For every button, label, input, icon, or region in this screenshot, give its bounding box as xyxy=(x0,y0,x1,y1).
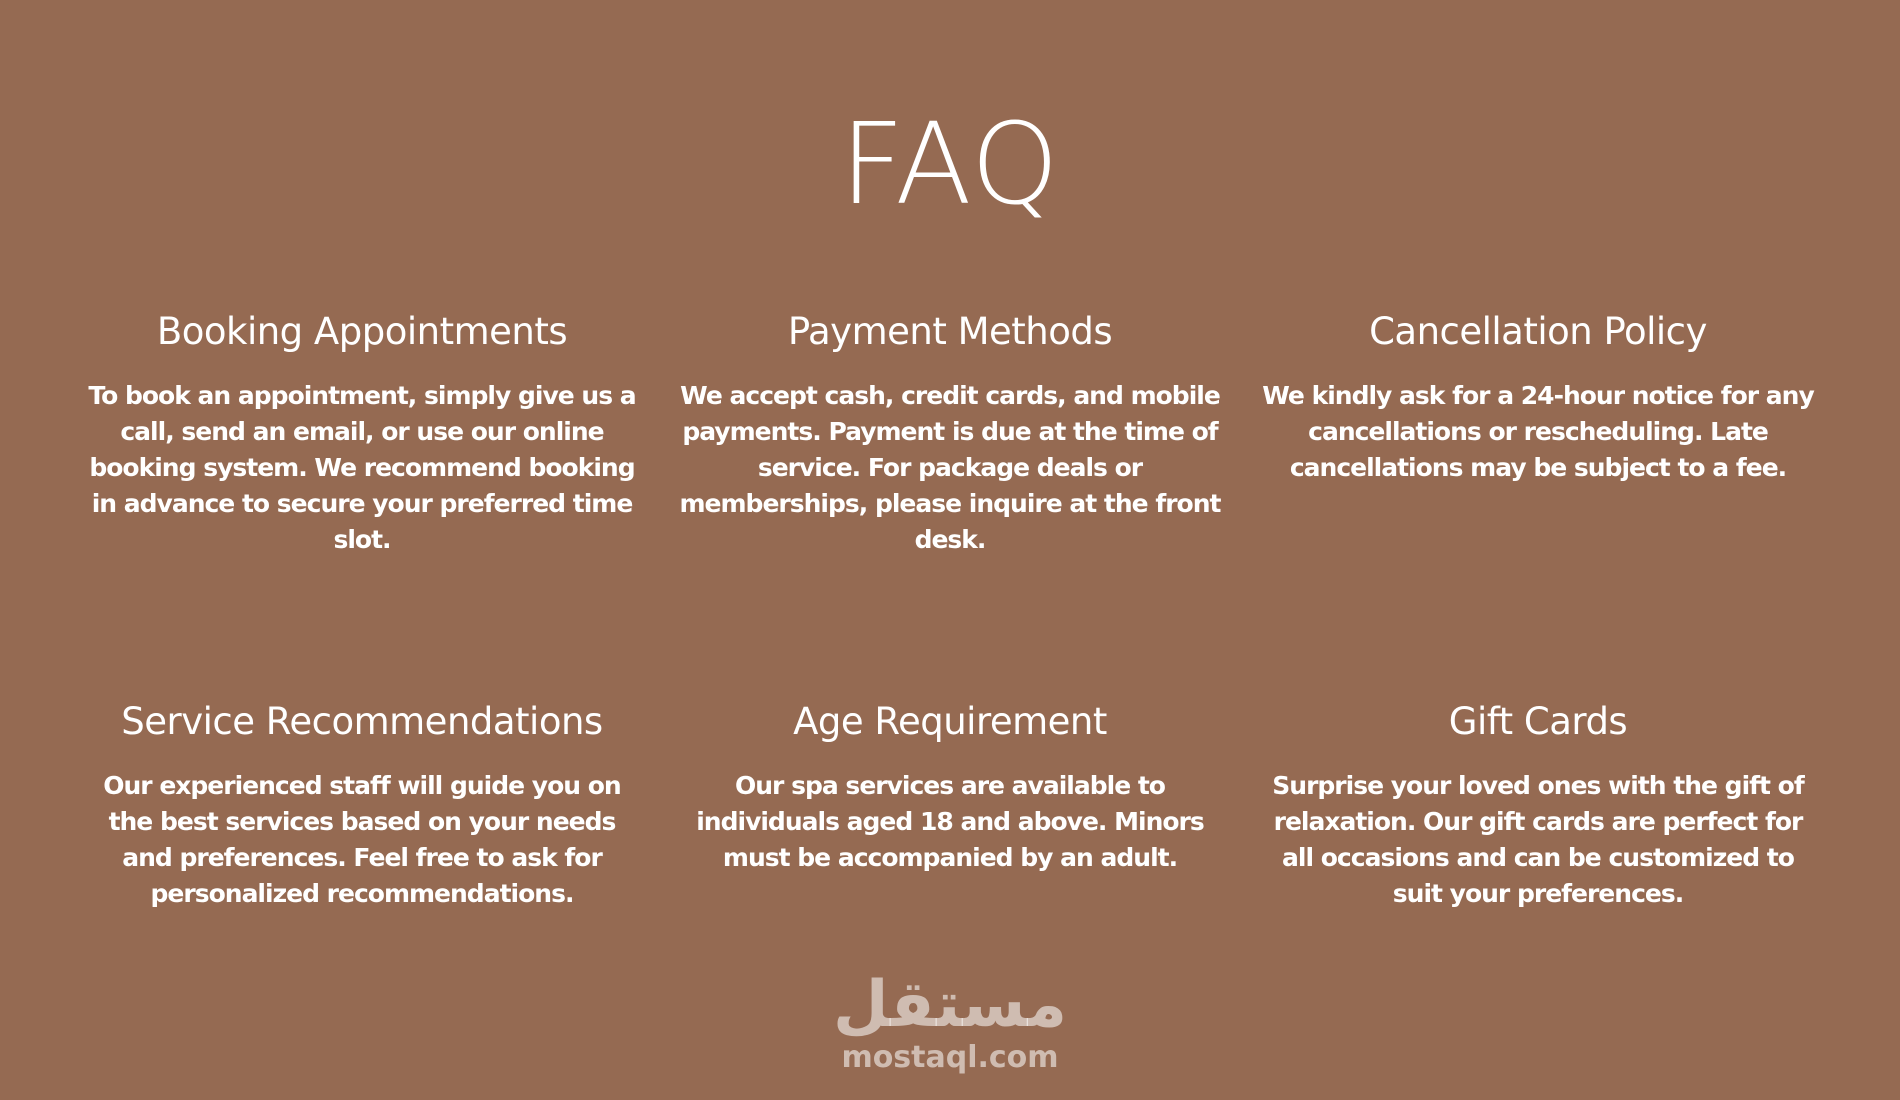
watermark-url: mostaql.com xyxy=(841,1040,1059,1075)
faq-item-service-recommendations xyxy=(78,698,646,998)
faq-item-gift-cards xyxy=(1254,698,1822,998)
faq-answer: To book an appointment, simply give us a call, send an email, or use our online booking system. We recommend booking in advance to secure your preferred time slot. xyxy=(88,381,636,554)
faq-answer: Our experienced staff will guide you on the best services based on your needs and preferences. Feel free to ask for personalized recommendations. xyxy=(103,771,621,908)
faq-heading: Cancellation Policy xyxy=(1369,310,1707,353)
faq-heading: Age Requirement xyxy=(793,700,1107,743)
faq-answer: We accept cash, credit cards, and mobile payments. Payment is due at the time of service. For package deals or memberships, please inquire at the front desk. xyxy=(679,381,1221,554)
faq-heading: Gift Cards xyxy=(1448,700,1628,743)
page-title: FAQ xyxy=(840,100,1060,230)
faq-item-payment-methods xyxy=(666,308,1234,698)
faq-item-cancellation-policy xyxy=(1254,308,1822,698)
faq-answer: Our spa services are available to individuals aged 18 and above. Minors must be accompanied by an adult. xyxy=(696,771,1204,872)
faq-item-age-requirement xyxy=(666,698,1234,998)
watermark-logo: مستقل xyxy=(832,968,1068,1042)
faq-answer: Surprise your loved ones with the gift of relaxation. Our gift cards are perfect for all occasions and can be customized to suit your preferences. xyxy=(1272,771,1804,908)
watermark xyxy=(800,970,1100,1076)
faq-answer: We kindly ask for a 24-hour notice for any cancellations or rescheduling. Late cancellations may be subject to a fee. xyxy=(1262,381,1814,482)
faq-heading: Booking Appointments xyxy=(156,310,568,353)
faq-item-booking-appointments xyxy=(78,308,646,698)
faq-heading: Service Recommendations xyxy=(121,700,603,743)
faq-grid xyxy=(78,308,1822,998)
faq-heading: Payment Methods xyxy=(787,310,1113,353)
